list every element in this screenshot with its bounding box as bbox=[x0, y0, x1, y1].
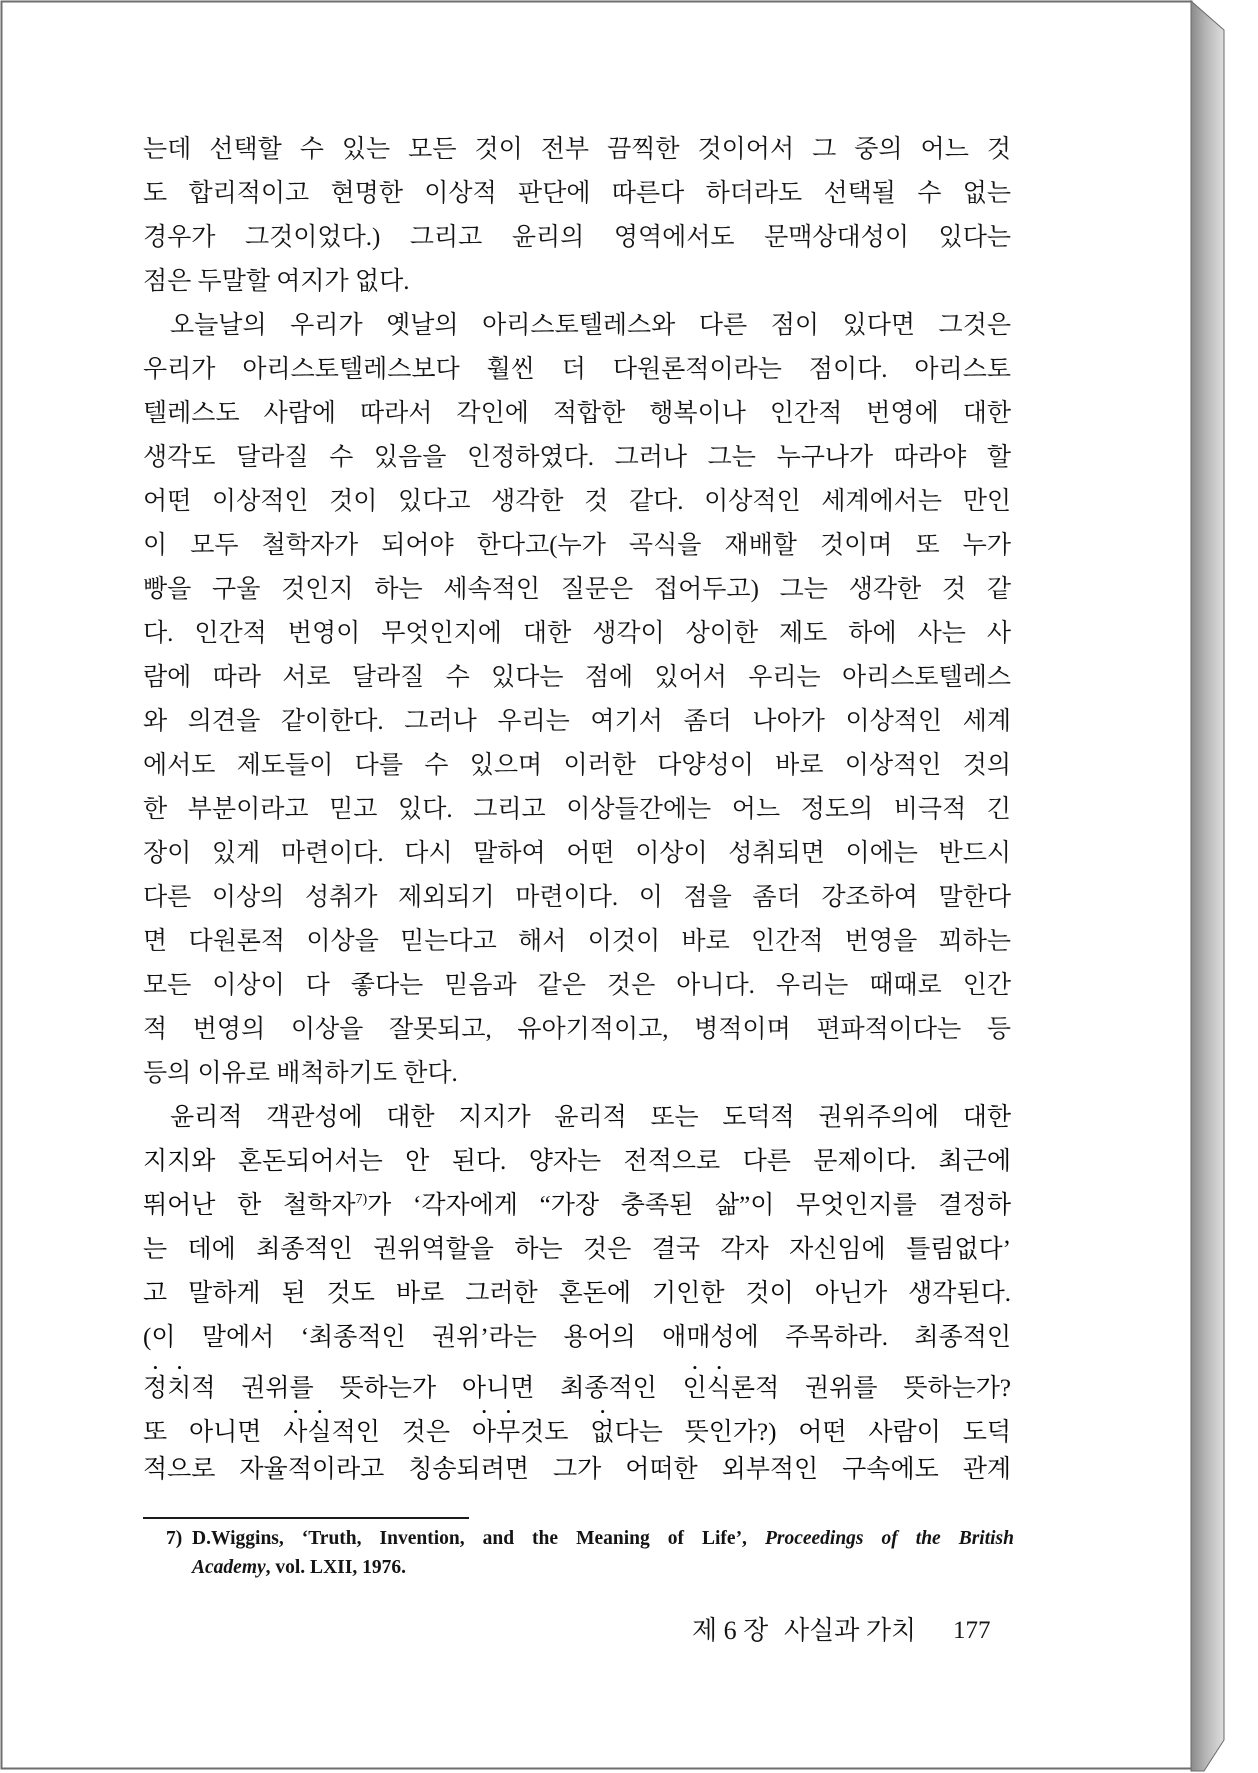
footnote-ref: 7) bbox=[355, 1192, 368, 1207]
text-line: 생각도 달라질 수 있음을 인정하였다. 그러나 그는 누구나가 따라야 할 bbox=[143, 444, 1011, 471]
text-line: 장이 있게 마련이다. 다시 말하여 어떤 이상이 성취되면 이에는 반드시 bbox=[143, 840, 1011, 867]
text-line: 와 의견을 같이한다. 그러나 우리는 여기서 좀더 나아가 이상적인 세계 bbox=[143, 708, 1011, 735]
text-line: 는 데에 최종적인 권위역할을 하는 것은 결국 각자 자신임에 틀림없다’ bbox=[143, 1236, 1011, 1263]
text-segment: 또 아니면 bbox=[143, 1419, 284, 1446]
text-segment: 적 권위를 뜻하는가 아니면 최종적인 bbox=[191, 1375, 683, 1402]
text-line: 도 합리적이고 현명한 이상적 판단에 따른다 하더라도 선택될 수 없는 bbox=[143, 180, 1011, 207]
emphasis-text: 없 bbox=[590, 1419, 615, 1446]
text-line: 빵을 구울 것인지 하는 세속적인 질문은 접어두고) 그는 생각한 것 같 bbox=[143, 576, 1011, 603]
emphasis-text: 아무 bbox=[471, 1419, 521, 1446]
emphasis-text: 정치 bbox=[143, 1375, 192, 1402]
chapter-label: 제 6 장 bbox=[692, 1616, 769, 1645]
text-line bbox=[143, 1360, 1011, 1404]
footnote-journal: Academy bbox=[192, 1557, 266, 1578]
text-line: 에서도 제도들이 다를 수 있으며 이러한 다양성이 바로 이상적인 것의 bbox=[143, 752, 1011, 779]
text-segment: 론적 권위를 뜻하는가? bbox=[730, 1375, 1011, 1402]
text-line: 는데 선택할 수 있는 모든 것이 전부 끔찍한 것이어서 그 중의 어느 것 bbox=[143, 136, 1011, 163]
text-line: 다. 인간적 번영이 무엇인지에 대한 생각이 상이한 제도 하에 사는 사 bbox=[143, 620, 1011, 647]
footnote-citation: D.Wiggins, ‘Truth, Invention, and the Meaning of Life’, bbox=[192, 1528, 765, 1549]
footnote-journal: Proceedings of the British bbox=[764, 1528, 1014, 1549]
text-line bbox=[143, 1184, 1011, 1228]
page-curl-shadow bbox=[1191, 1, 1224, 1771]
text-segment: 가 ‘각자에게 “가장 충족된 삶”이 무엇인지를 결정하 bbox=[367, 1192, 1011, 1219]
footnote-rule bbox=[143, 1517, 469, 1519]
text-line: 고 말하게 된 것도 바로 그러한 혼돈에 기인한 것이 아닌가 생각된다. bbox=[143, 1280, 1011, 1307]
text-line: 점은 두말할 여지가 없다. bbox=[143, 268, 410, 295]
body-text bbox=[143, 128, 1011, 1492]
text-line: 한 부분이라고 믿고 있다. 그리고 이상들간에는 어느 정도의 비극적 긴 bbox=[143, 796, 1011, 823]
text-line: 면 다원론적 이상을 믿는다고 해서 이것이 바로 인간적 번영을 꾀하는 bbox=[143, 928, 1011, 955]
page-number: 177 bbox=[953, 1617, 991, 1644]
text-line: 윤리적 객관성에 대한 지지가 윤리적 또는 도덕적 권위주의에 대한 bbox=[170, 1104, 1011, 1131]
text-line: 오늘날의 우리가 옛날의 아리스토텔레스와 다른 점이 있다면 그것은 bbox=[170, 312, 1011, 339]
footnote-marker: 7) bbox=[166, 1528, 183, 1549]
text-segment: 적인 것은 bbox=[331, 1419, 472, 1446]
chapter-title: 사실과 가치 bbox=[784, 1616, 917, 1645]
text-line: 이 모두 철학자가 되어야 한다고(누가 곡식을 재배할 것이며 또 누가 bbox=[143, 532, 1011, 559]
footnote-line bbox=[192, 1556, 1014, 1580]
text-line: (이 말에서 ‘최종적인 권위’라는 용어의 애매성에 주목하라. 최종적인 bbox=[143, 1324, 1011, 1351]
text-line: 어떤 이상적인 것이 있다고 생각한 것 같다. 이상적인 세계에서는 만인 bbox=[143, 488, 1011, 515]
text-line: 텔레스도 사람에 따라서 각인에 적합한 행복이나 인간적 번영에 대한 bbox=[143, 400, 1011, 427]
text-line: 우리가 아리스토텔레스보다 훨씬 더 다원론적이라는 점이다. 아리스토 bbox=[143, 356, 1011, 383]
text-line: 경우가 그것이었다.) 그리고 윤리의 영역에서도 문맥상대성이 있다는 bbox=[143, 224, 1011, 251]
text-line: 적으로 자율적이라고 칭송되려면 그가 어떠한 외부적인 구속에도 관계 bbox=[143, 1456, 1011, 1483]
emphasis-text: 인식 bbox=[682, 1375, 731, 1402]
text-segment: 것도 bbox=[520, 1419, 591, 1446]
text-segment: 다는 뜻인가?) 어떤 사람이 도덕 bbox=[614, 1419, 1011, 1446]
text-segment: 뛰어난 한 철학자 bbox=[143, 1192, 356, 1219]
text-line: 적 번영의 이상을 잘못되고, 유아기적이고, 병적이며 편파적이다는 등 bbox=[143, 1016, 1011, 1043]
text-line: 지지와 혼돈되어서는 안 된다. 양자는 전적으로 다른 문제이다. 최근에 bbox=[143, 1148, 1011, 1175]
footnote-line bbox=[192, 1527, 1014, 1551]
emphasis-text: 사실 bbox=[283, 1419, 332, 1446]
text-line bbox=[143, 1404, 1011, 1448]
text-line: 모든 이상이 다 좋다는 믿음과 같은 것은 아니다. 우리는 때때로 인간 bbox=[143, 972, 1011, 999]
text-line: 등의 이유로 배척하기도 한다. bbox=[143, 1060, 458, 1087]
footnote-citation: , vol. LXII, 1976. bbox=[265, 1557, 406, 1578]
text-line: 다른 이상의 성취가 제외되기 마련이다. 이 점을 좀더 강조하여 말한다 bbox=[143, 884, 1011, 911]
text-line: 람에 따라 서로 달라질 수 있다는 점에 있어서 우리는 아리스토텔레스 bbox=[143, 664, 1011, 691]
